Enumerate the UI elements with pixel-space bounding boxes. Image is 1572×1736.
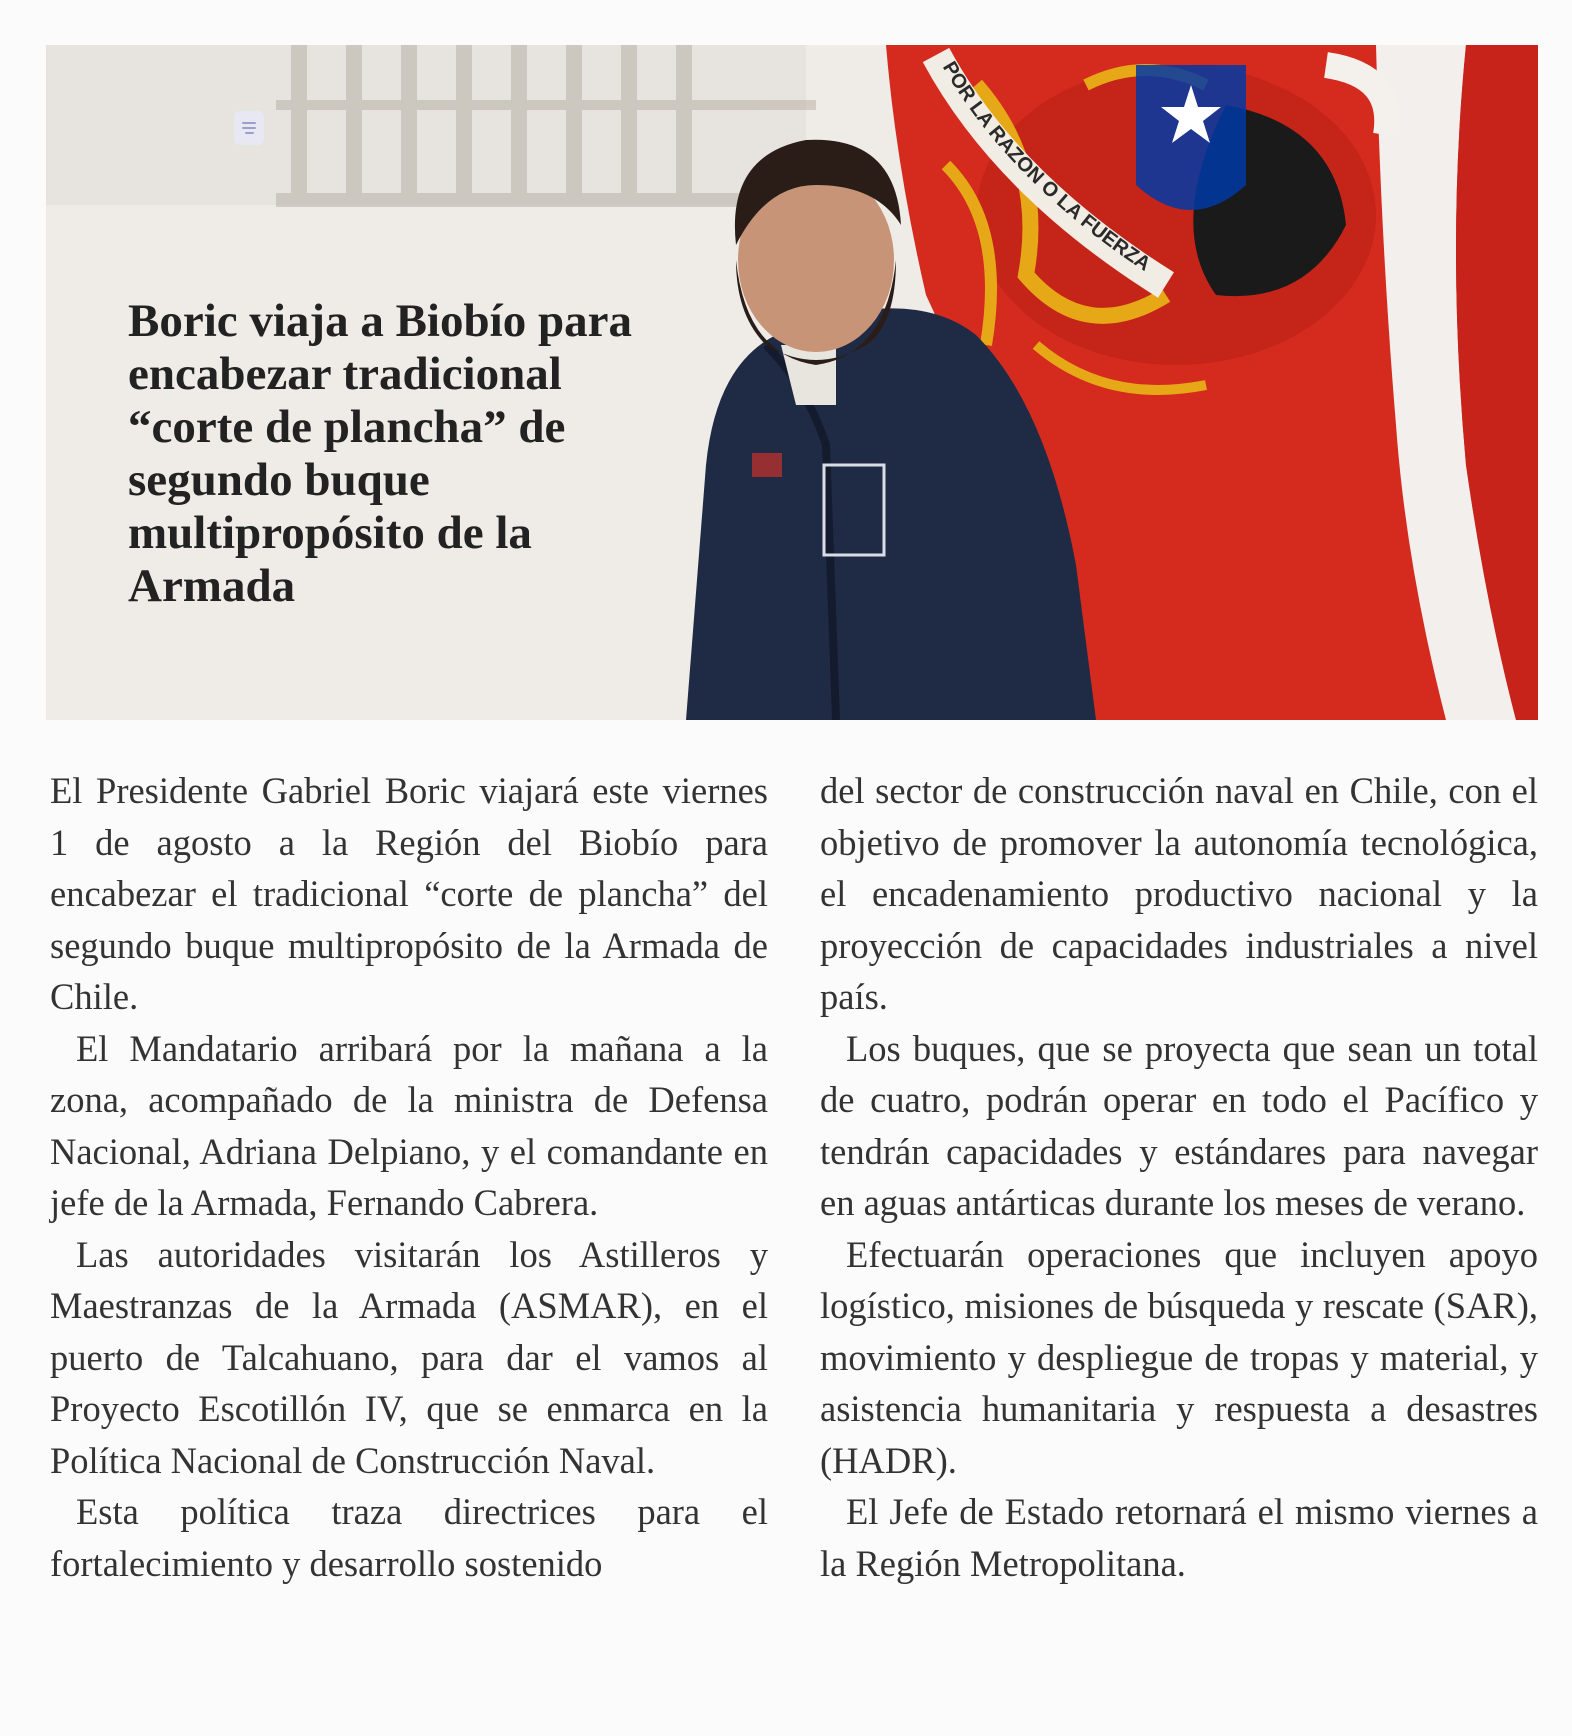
- paragraph: El Jefe de Estado retornará el mismo viernes a la Región Metropolitana.: [820, 1491, 1538, 1584]
- paragraph: El Mandatario arribará por la mañana a la zona, acompañado de la ministra de Defensa Nacional, Adriana Delpiano, y el comandante en jefe de la Armada, Fernando Cabrera.: [50, 1027, 768, 1223]
- paragraph: Los buques, que se proyecta que sean un total de cuatro, podrán operar en todo el Pacífico y tendrán capacidades y estándares para navegar en aguas antárticas durante los meses de verano.: [820, 1027, 1538, 1223]
- body-column-left: [50, 765, 768, 1589]
- paragraph: El Presidente Gabriel Boric viajará este viernes 1 de agosto a la Región del Biobío para encabezar el tradicional “corte de plancha” del segundo buque multipropósito de la Armada de Chile.: [50, 770, 768, 1017]
- paragraph: Las autoridades visitarán los Astilleros y Maestranzas de la Armada (ASMAR), en el puerto de Talcahuano, para dar el vamos al Proyecto Escotillón IV, que se enmarca en la Política Nacional de Construcción Naval.: [50, 1233, 768, 1481]
- body-column-right: [820, 765, 1538, 1589]
- paragraph: Esta política traza directrices para el fortalecimiento y desarrollo sostenido: [50, 1491, 768, 1584]
- paragraph: Efectuarán operaciones que incluyen apoyo logístico, misiones de búsqueda y rescate (SAR), movimiento y despliegue de tropas y material, y asistencia humanitaria y respuesta a desastres (HADR).: [820, 1233, 1538, 1481]
- headline: Boric viaja a Biobío para encabezar tradicional “corte de plancha” de segundo buque multipropósito de la Armada: [128, 295, 632, 612]
- flag-motto: POR LA RAZON O LA FUERZA: [938, 57, 1155, 276]
- document-icon[interactable]: [234, 111, 264, 145]
- paragraph: del sector de construcción naval en Chile, con el objetivo de promover la autonomía tecnológica, el encadenamiento productivo nacional y la proyección de capacidades industriales a nivel país.: [820, 770, 1538, 1017]
- article-photo: [46, 45, 1538, 720]
